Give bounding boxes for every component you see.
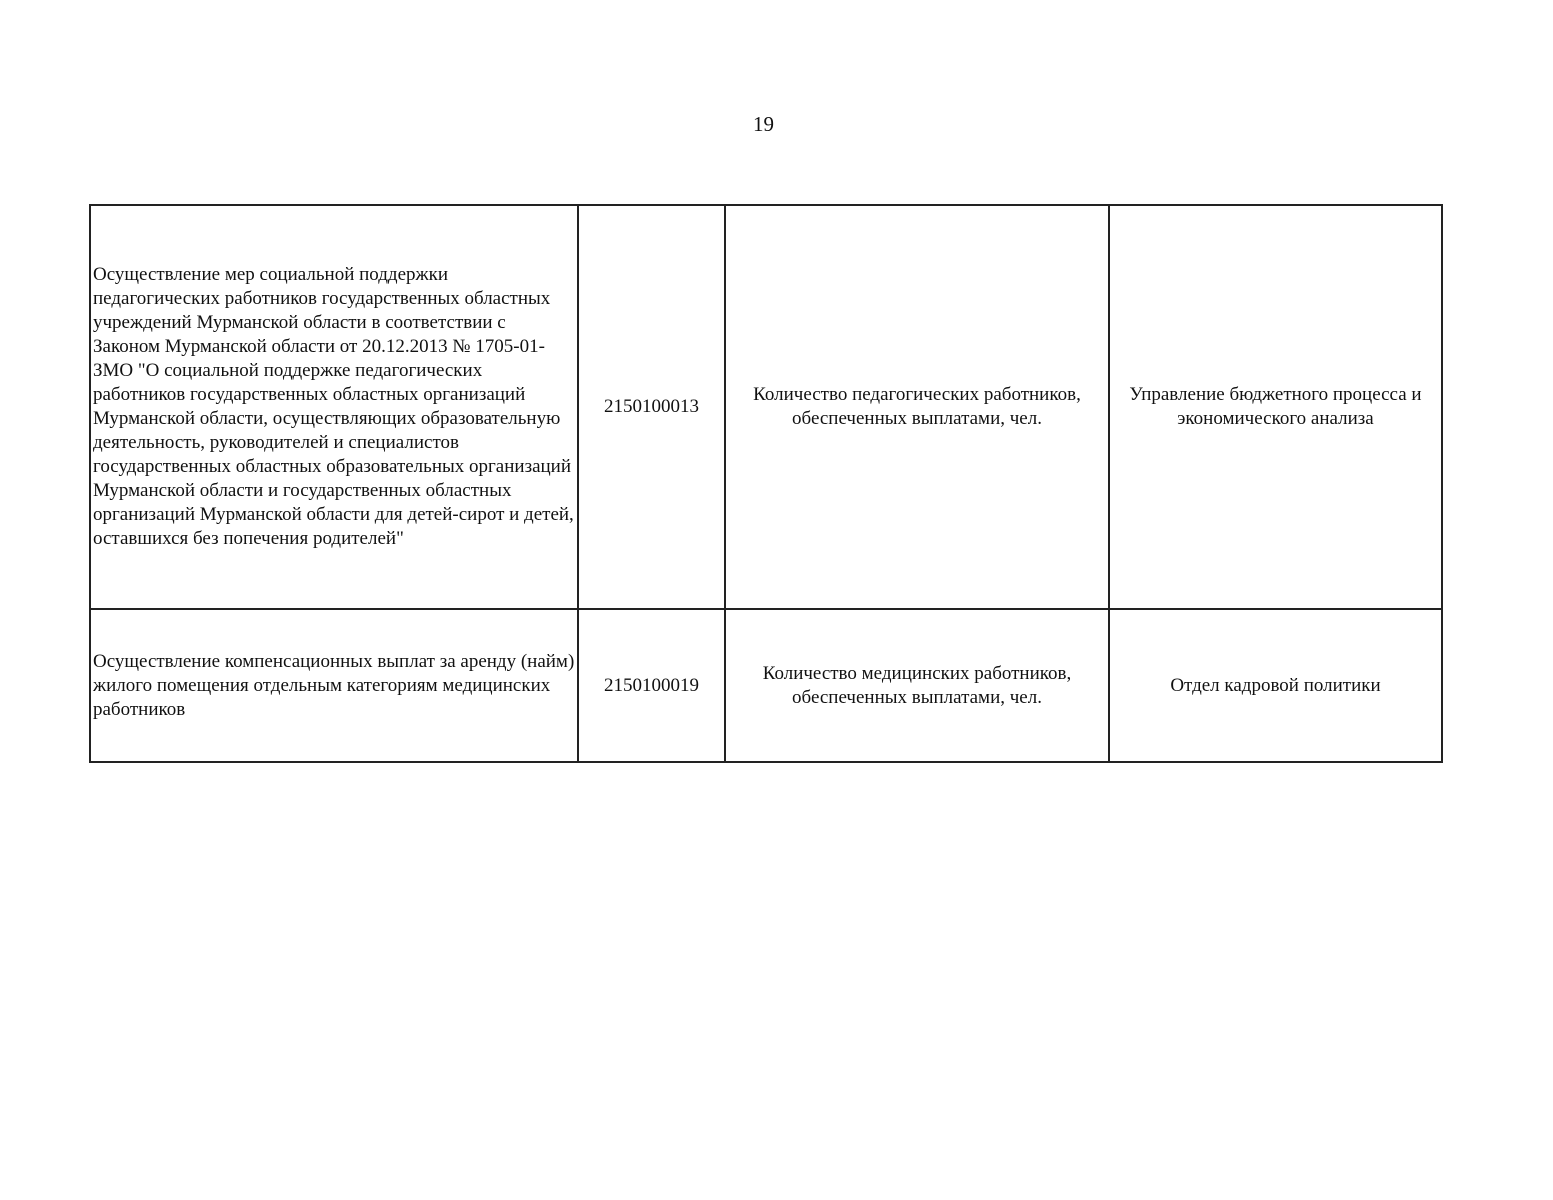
table-row <box>90 609 1442 762</box>
budget-code-cell: 2150100013 <box>578 205 725 609</box>
department-cell: Отдел кадровой политики <box>1109 609 1442 762</box>
indicator-cell: Количество медицинских работников, обеспеченных выплатами, чел. <box>725 609 1109 762</box>
measure-description-cell: Осуществление мер социальной поддержки педагогических работников государственных областных учреждений Мурманской области в соответствии с Законом Мурманской области от 20.12.2013 № 1705-01-ЗМО "О социальной поддержке педагогических работников государственных областных организаций Мурманской области, осуществляющих образовательную деятельность, руководителей и специалистов государственных областных образовательных организаций Мурманской области и государственных областных организаций Мурманской области для детей-сирот и детей, оставшихся без попечения родителей" <box>90 205 578 609</box>
indicator-cell: Количество педагогических работников, обеспеченных выплатами, чел. <box>725 205 1109 609</box>
measure-description-cell: Осуществление компенсационных выплат за аренду (найм) жилого помещения отдельным категориям медицинских работников <box>90 609 578 762</box>
budget-code-cell: 2150100019 <box>578 609 725 762</box>
page-number: 19 <box>753 112 774 136</box>
table-row <box>90 205 1442 609</box>
measures-table <box>89 204 1443 763</box>
department-cell: Управление бюджетного процесса и экономического анализа <box>1109 205 1442 609</box>
